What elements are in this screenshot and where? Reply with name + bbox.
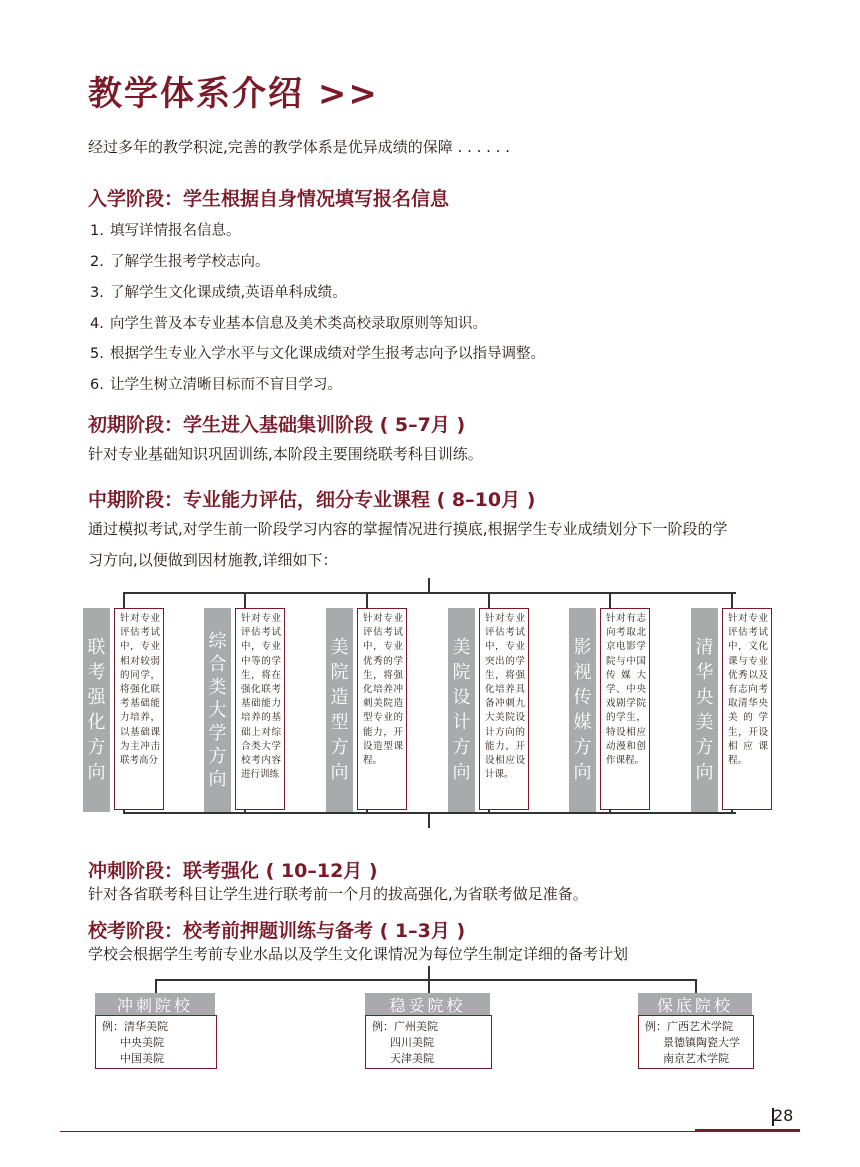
school-list: 例：清华美院 中央美院 中国美院 bbox=[95, 1015, 217, 1069]
tree-rise-line bbox=[244, 810, 246, 813]
list-item: 4. 向学生普及本专业基本信息及美术类高校录取原则等知识。 bbox=[90, 316, 487, 332]
school-list: 例：广西艺术学院 景德镇陶瓷大学 南京艺术学院 bbox=[638, 1015, 754, 1069]
school-drop bbox=[155, 979, 157, 993]
page-title: 教学体系介绍 >> bbox=[88, 74, 379, 114]
direction-description: 针对专业评估考试中，文化课与专业优秀以及有志向考取清华央美的学生，开设相应课程。 bbox=[722, 608, 772, 810]
stage4-heading: 冲刺阶段：联考强化 ( 10–12月 ) bbox=[88, 860, 378, 882]
tree-drop-line bbox=[488, 592, 490, 608]
stage2-heading: 初期阶段：学生进入基础集训阶段 ( 5–7月 ) bbox=[88, 414, 466, 436]
list-item: 3. 了解学生文化课成绩,英语单科成绩。 bbox=[90, 285, 347, 301]
tree-drop-line bbox=[731, 592, 733, 608]
direction-label: 美 院 造 型 方 向 bbox=[326, 608, 353, 812]
school-list: 例：广州美院 四川美院 天津美院 bbox=[365, 1015, 492, 1069]
tree-connector-top bbox=[428, 578, 430, 593]
stage3-text-line1: 通过模拟考试,对学生前一阶段学习内容的掌握情况进行摸底,根据学生专业成绩划分下一阶段的学 bbox=[88, 520, 728, 538]
stage1-heading: 入学阶段：学生根据自身情况填写报名信息 bbox=[88, 188, 450, 210]
tree-bar-top bbox=[123, 592, 736, 594]
school-connector-top bbox=[428, 966, 430, 980]
stage3-heading: 中期阶段：专业能力评估，细分专业课程 ( 8–10月 ) bbox=[88, 489, 536, 511]
tree-connector-bottom bbox=[428, 813, 430, 828]
school-category-title: 稳妥院校 bbox=[365, 993, 490, 1015]
direction-description: 针对专业评估考试中，专业相对较弱的同学，将强化联考基础能力培养，以基础课为主冲击联考高分 bbox=[114, 608, 164, 810]
direction-label: 美 院 设 计 方 向 bbox=[448, 608, 475, 812]
footer-accent-bar bbox=[695, 1129, 800, 1132]
tree-bar-bottom bbox=[123, 812, 736, 814]
tree-drop-line bbox=[609, 592, 611, 608]
list-item: 2. 了解学生报考学校志向。 bbox=[90, 254, 270, 270]
stage2-text: 针对专业基础知识巩固训练,本阶段主要围绕联考科目训练。 bbox=[88, 445, 483, 463]
tree-rise-line bbox=[731, 810, 733, 813]
page-number: 28 bbox=[773, 1106, 794, 1125]
tree-rise-line bbox=[366, 810, 368, 813]
tree-drop-line bbox=[244, 592, 246, 608]
school-category-title: 保底院校 bbox=[638, 993, 752, 1015]
list-item: 1. 填写详情报名信息。 bbox=[90, 223, 241, 239]
school-drop bbox=[695, 979, 697, 993]
tree-rise-line bbox=[488, 810, 490, 813]
stage5-heading: 校考阶段：校考前押题训练与备考 ( 1–3月 ) bbox=[88, 920, 466, 942]
tree-drop-line bbox=[366, 592, 368, 608]
direction-label: 清 华 央 美 方 向 bbox=[691, 608, 718, 812]
tree-rise-line bbox=[609, 810, 611, 813]
direction-label: 影 视 传 媒 方 向 bbox=[569, 608, 596, 812]
direction-description: 针对有志向考取北京电影学院与中国传媒大学、中央戏剧学院的学生，特设相应动漫和创作课程。 bbox=[600, 608, 650, 810]
school-drop bbox=[428, 979, 430, 993]
stage3-text-line2: 习方向,以便做到因材施教,详细如下： bbox=[88, 551, 338, 569]
school-category-title: 冲刺院校 bbox=[95, 993, 215, 1015]
direction-description: 针对专业评估考试中，专业中等的学生，将在强化联考基础能力培养的基础上对综合类大学校考内容进行训练 bbox=[235, 608, 285, 810]
stage4-text: 针对各省联考科目让学生进行联考前一个月的拔高强化,为省联考做足准备。 bbox=[88, 885, 588, 903]
direction-label: 综 合 类 大 学 方 向 bbox=[204, 608, 231, 812]
stage5-text: 学校会根据学生考前专业水品以及学生文化课情况为每位学生制定详细的备考计划 bbox=[88, 945, 629, 963]
list-item: 6. 让学生树立清晰目标而不盲目学习。 bbox=[90, 377, 342, 393]
direction-description: 针对专业评估考试中，专业优秀的学生，将强化培养冲刺美院造型专业的能力，开设造型课程。 bbox=[357, 608, 407, 810]
footer-rule bbox=[60, 1131, 800, 1132]
tree-drop-line bbox=[123, 592, 125, 608]
direction-description: 针对专业评估考试中，专业突出的学生，将强化培养具备冲刺九大美院设计方向的能力，开设相应设计课。 bbox=[479, 608, 529, 810]
direction-label: 联 考 强 化 方 向 bbox=[83, 608, 110, 812]
school-bar bbox=[155, 979, 696, 981]
intro-text: 经过多年的教学积淀,完善的教学体系是优异成绩的保障 . . . . . . bbox=[88, 138, 510, 156]
list-item: 5. 根据学生专业入学水平与文化课成绩对学生报考志向予以指导调整。 bbox=[90, 346, 545, 362]
tree-rise-line bbox=[123, 810, 125, 813]
